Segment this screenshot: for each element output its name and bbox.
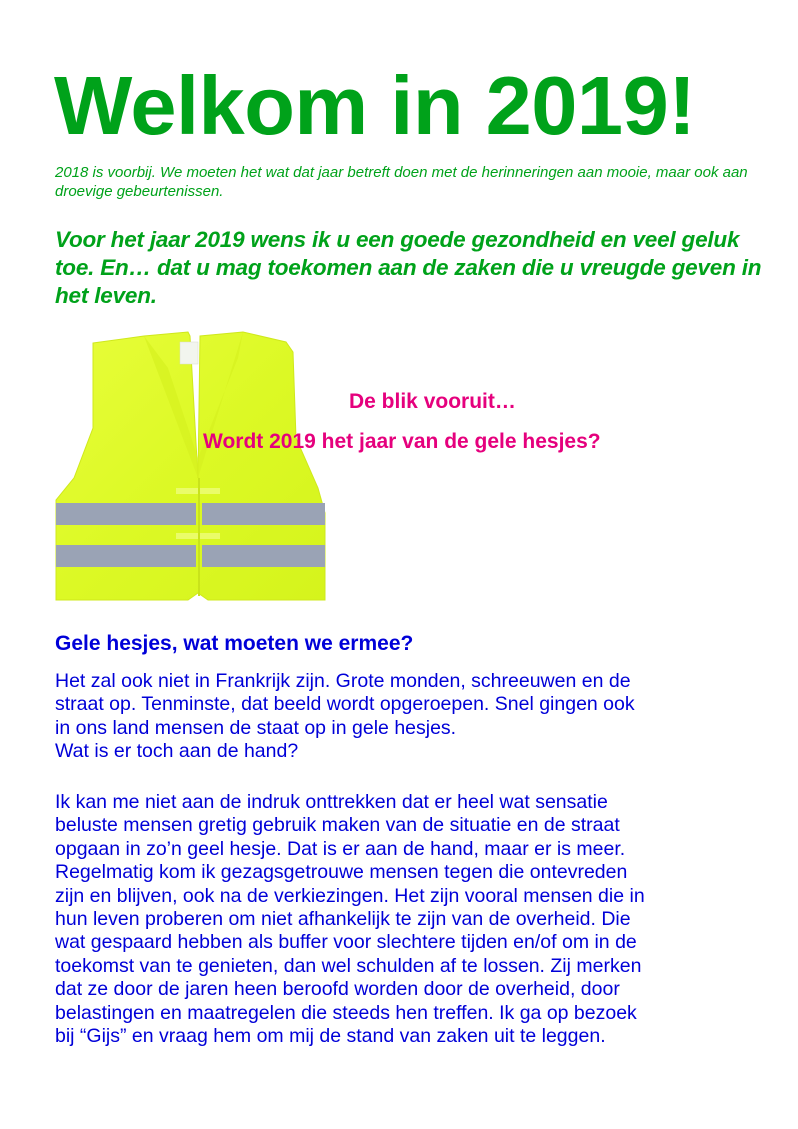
paragraph-line: zijn en blijven, ook na de verkiezingen. Het zijn vooral mensen die in (55, 884, 645, 907)
reflective-stripe-lower-right (202, 545, 325, 567)
article-paragraph-2 (55, 791, 775, 1048)
paragraph-line: Het zal ook niet in Frankrijk zijn. Grote monden, schreeuwen en de (55, 670, 631, 692)
paragraph-line: wat gespaard hebben als buffer voor slechtere tijden en/of om in de (55, 931, 637, 954)
paragraph-line: Ik kan me niet aan de indruk onttrekken dat er heel wat sensatie (55, 791, 608, 813)
paragraph-line: beluste mensen gretig gebruik maken van de situatie en de straat (55, 814, 620, 837)
paragraph-line: Regelmatig kom ik gezagsgetrouwe mensen tegen die ontevreden (55, 861, 628, 884)
paragraph-line: toekomst van te genieten, dan wel schulden af te lossen. Zij merken (55, 954, 642, 977)
paragraph-line: belastingen en maatregelen die steeds hen treffen. Ik ga op bezoek (55, 1001, 637, 1024)
paragraph-line: Wat is er toch aan de hand? (55, 740, 299, 763)
paragraph-line: bij “Gijs” en vraag hem om mij de stand van zaken uit te leggen. (55, 1025, 606, 1048)
reflective-stripe-upper-left (56, 503, 196, 525)
reflective-stripe-lower-left (56, 545, 196, 567)
paragraph-line: straat op. Tenminste, dat beeld wordt opgeroepen. Snel gingen ook (55, 693, 635, 716)
yellow-vest-image (48, 328, 338, 613)
paragraph-line: opgaan in zo’n geel hesje. Dat is er aan de hand, maar er is meer. (55, 837, 626, 860)
lookahead-heading: De blik vooruit… (349, 390, 516, 413)
vest-label (180, 342, 198, 364)
article-heading: Gele hesjes, wat moeten we ermee? (55, 632, 414, 655)
intro-text: 2018 is voorbij. We moeten het wat dat jaar betreft doen met de herinneringen aan mooie, maar ook aan droevige gebeurtenissen. (55, 164, 748, 200)
paragraph-line: hun leven proberen om niet afhankelijk te zijn van de overheid. Die (55, 908, 631, 931)
paragraph-line: in ons land mensen de staat op in gele hesjes. (55, 716, 457, 739)
yellow-vests-question: Wordt 2019 het jaar van de gele hesjes? (203, 430, 601, 453)
new-year-wish: Voor het jaar 2019 wens ik u een goede gezondheid en veel geluk toe. En… dat u mag toekomen aan de zaken die u vreugde geven in het leven. (55, 227, 762, 308)
page-title: Welkom in 2019! (54, 59, 696, 152)
reflective-stripe-upper-right (202, 503, 325, 525)
article-paragraph-1 (55, 670, 775, 764)
paragraph-line: dat ze door de jaren heen beroofd worden door de overheid, door (55, 978, 620, 1001)
